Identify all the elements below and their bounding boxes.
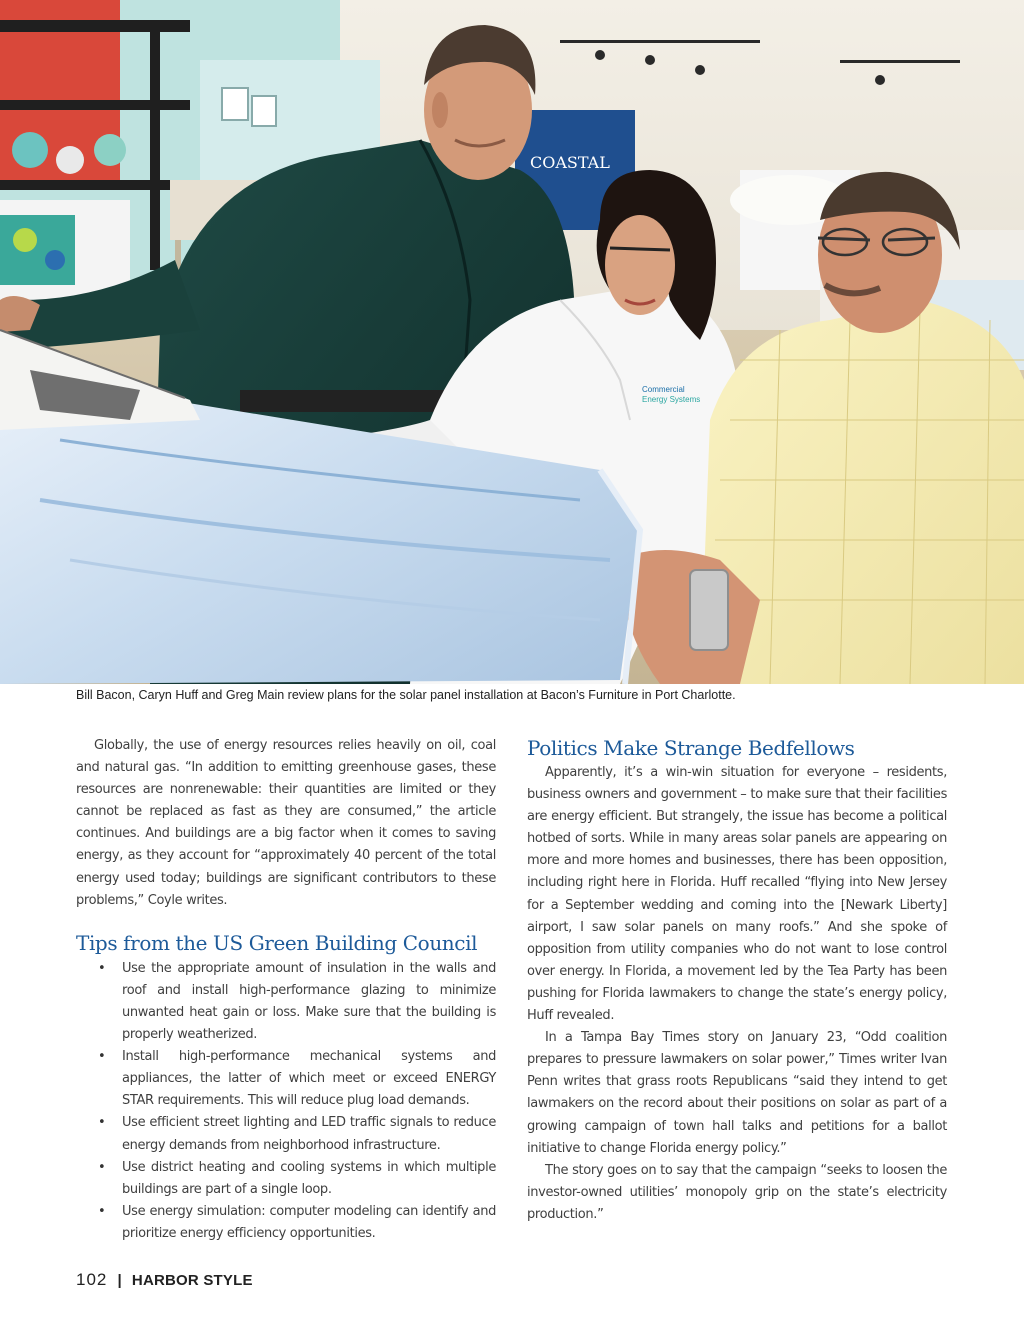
photo-caption: Bill Bacon, Caryn Huff and Greg Main review plans for the solar panel installation at Bacon’s Furniture in Port Charlotte. bbox=[76, 688, 736, 702]
body-paragraph: The story goes on to say that the campaign “seeks to loosen the investor-owned utilities’ monopoly grip on the state’s electricity production.” bbox=[527, 1162, 947, 1222]
tip-text: Install high-performance mechanical systems and appliances, the latter of which meet or exceed ENERGY STAR requirements. This will reduce plug load demands. bbox=[122, 1049, 496, 1109]
tip-text: Use the appropriate amount of insulation in the walls and roof and install high-performance glazing to minimize unwanted heat gain or loss. Make sure that the building is properly weatherized. bbox=[122, 960, 496, 1043]
shirt-logo-text: Commercial bbox=[642, 385, 685, 394]
right-column bbox=[527, 734, 947, 1226]
bullet-icon: • bbox=[98, 1049, 106, 1065]
body-paragraph: In a Tampa Bay Times story on January 23, “Odd coalition prepares to pressure lawmakers on solar power,” Times writer Ivan Penn writes that grass roots Republicans “said they intend to get lawmakers on the record about their positions on solar as part of a growing campaign of town hall talks and petitions for a ballot initiative to change Florida energy policy.” bbox=[527, 1030, 947, 1156]
tips-heading: Tips from the US Green Building Council bbox=[76, 930, 478, 955]
left-column bbox=[76, 735, 496, 1245]
page-footer bbox=[76, 1270, 253, 1290]
body-paragraph: Apparently, it’s a win-win situation for everyone – residents, business owners and government – to make sure that their facilities are energy efficient. But strangely, the issue has become a political hotbed of sorts. While in many areas solar panels are appearing on more and more homes and businesses, there has been opposition, including right here in Florida. Huff recalled “flying into New Jersey for a September wedding and coming into the [Newark Liberty] airport, I saw solar panels on many roofs.” And she spoke of opposition from utility companies who do not want to lose control over energy. In Florida, a movement led by the Tea Party has been pushing for Florida lawmakers to change the state’s energy policy, Huff revealed. bbox=[527, 765, 947, 1024]
tip-item-energy-simulation bbox=[76, 1201, 496, 1245]
bullet-icon: • bbox=[98, 960, 106, 976]
store-sign-text: COASTAL bbox=[530, 153, 610, 172]
tip-item-mechanical-systems bbox=[76, 1046, 496, 1112]
politics-heading: Politics Make Strange Bedfellows bbox=[527, 736, 855, 760]
bullet-icon: • bbox=[98, 1115, 106, 1131]
tips-list bbox=[76, 958, 496, 1245]
svg-text:Energy Systems: Energy Systems bbox=[642, 395, 701, 404]
bullet-icon: • bbox=[98, 1159, 106, 1175]
intro-paragraph: Globally, the use of energy resources relies heavily on oil, coal and natural gas. “In addition to emitting greenhouse gases, these resources are nonrenewable: their quantities are limited or they cannot be replaced as fast as they are consumed,” the article continues. And buildings are a big factor when it comes to saving energy, as they account for “approximately 40 percent of the total energy used today; buildings are significant contributors to these problems,” Coyle writes. bbox=[76, 738, 496, 908]
tip-text: Use efficient street lighting and LED traffic signals to reduce energy demands from neighborhood infrastructure. bbox=[122, 1115, 496, 1153]
tip-item-insulation bbox=[76, 958, 496, 1046]
footer-separator: | bbox=[117, 1272, 122, 1289]
bullet-icon: • bbox=[98, 1203, 106, 1219]
tip-item-street-lighting bbox=[76, 1112, 496, 1156]
magazine-name: HARBOR STYLE bbox=[131, 1272, 253, 1289]
tip-text: Use energy simulation: computer modeling can identify and prioritize energy efficiency opportunities. bbox=[122, 1203, 496, 1241]
tip-text: Use district heating and cooling systems in which multiple buildings are part of a single loop. bbox=[122, 1159, 496, 1197]
page-number: 102 bbox=[76, 1270, 108, 1289]
tip-item-district-heating bbox=[76, 1157, 496, 1201]
